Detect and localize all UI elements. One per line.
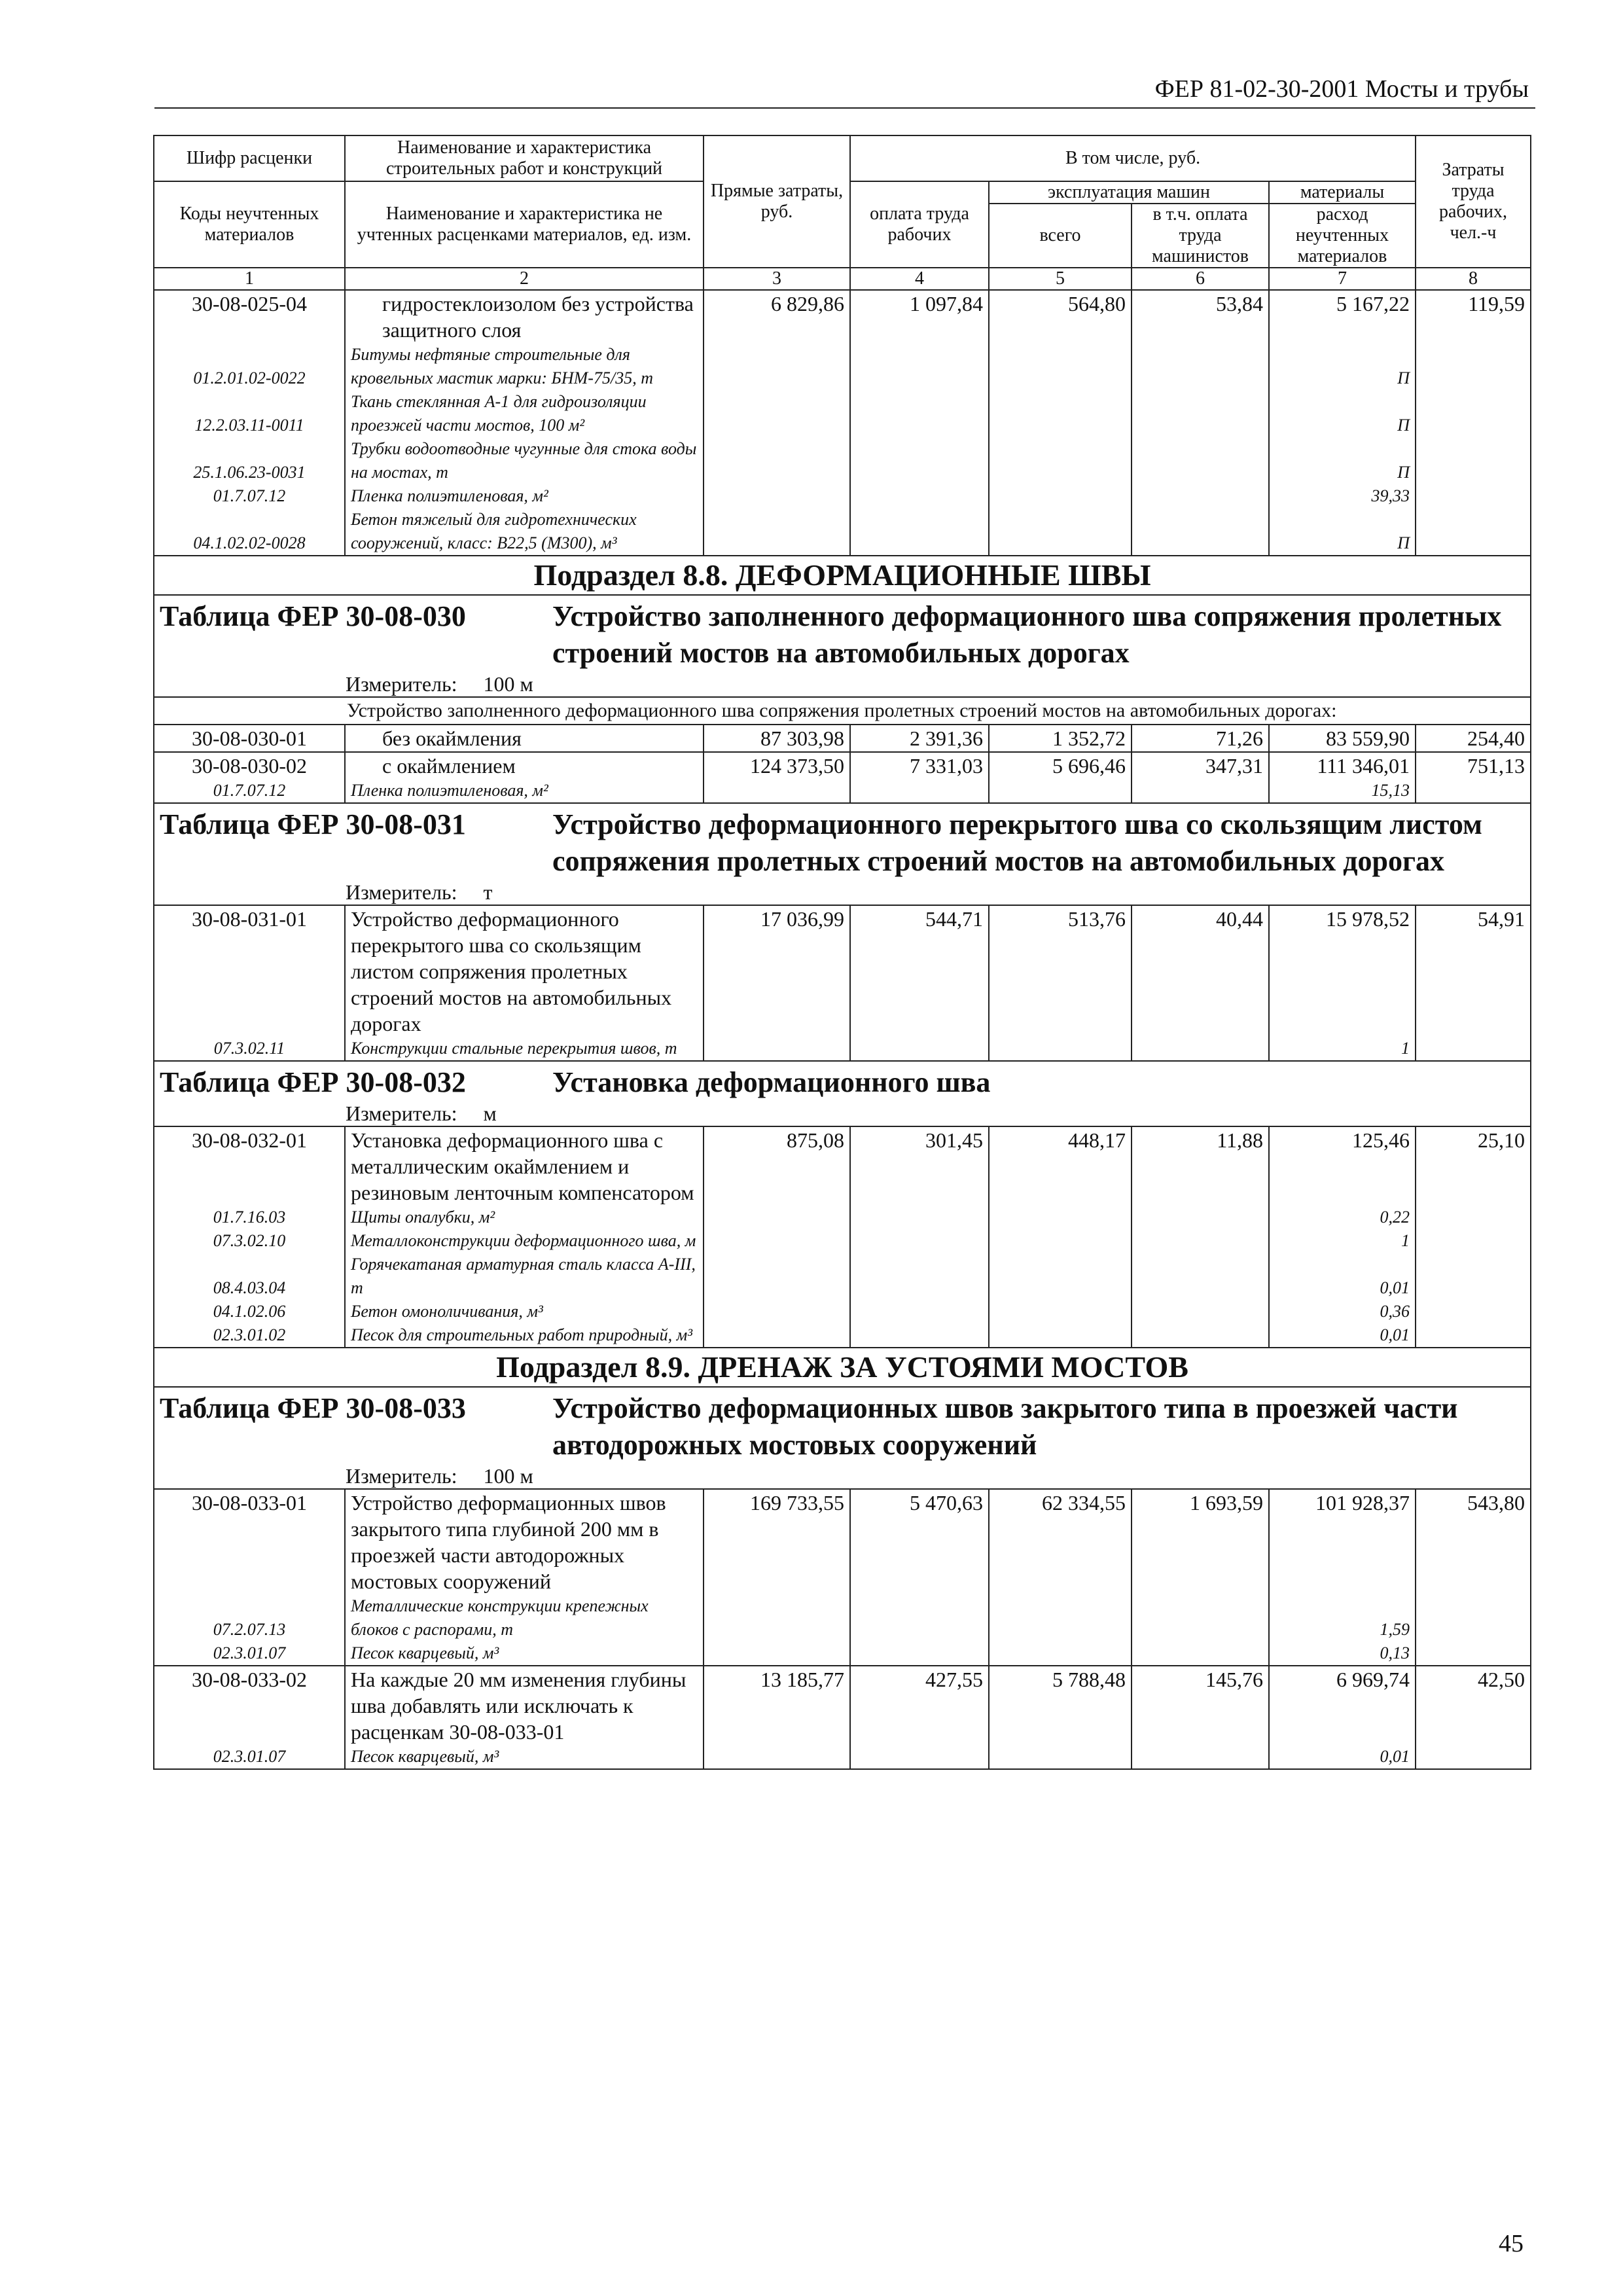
rate-code xyxy=(154,905,345,1061)
rate-name-text: Устройство деформационных швов закрытого типа глубиной 200 мм в проезжей части автодорожных мостовых сооружений xyxy=(351,1491,666,1593)
material-name: Конструкции стальные перекрытия швов, т xyxy=(351,1039,677,1058)
material-code: 01.7.16.03 xyxy=(213,1208,286,1227)
measure-label: Измеритель: xyxy=(346,672,457,696)
table-title-cell xyxy=(154,803,1531,880)
material-code: 25.1.06.23-0031 xyxy=(193,463,306,482)
labor-costs-header: Затраты труда рабочих, чел.-ч xyxy=(1416,135,1531,268)
labor-pay-value-cell xyxy=(850,1666,989,1769)
machinists-pay-value-cell xyxy=(1132,725,1269,752)
labor-costs-value: 25,10 xyxy=(1478,1128,1525,1152)
direct-costs-value: 87 303,98 xyxy=(760,726,844,750)
material-quantity: 0,13 xyxy=(1380,1643,1410,1662)
material-code: 02.3.01.07 xyxy=(213,1643,286,1662)
running-header xyxy=(154,71,1535,109)
machines-total-value-cell xyxy=(989,752,1132,803)
material-code: 12.2.03.11-0011 xyxy=(194,416,304,435)
measure-label: Измеритель: xyxy=(346,1102,457,1125)
column-number: 5 xyxy=(989,268,1132,290)
machinists-pay-header: в т.ч. оплата труда машинистов xyxy=(1132,204,1269,268)
table-30-08-031 xyxy=(154,803,1531,1061)
direct-costs-value-cell xyxy=(704,905,850,1061)
column-number: 2 xyxy=(345,268,704,290)
table-title: Устройство деформационного перекрытого шва со скользящим листом сопряжения пролетных строений мостов на автомобильных дорогах xyxy=(552,808,1482,877)
machinists-pay-value-cell xyxy=(1132,752,1269,803)
material-quantity: П xyxy=(1397,463,1410,482)
direct-costs-value: 6 829,86 xyxy=(771,292,844,315)
machines-total-value-cell xyxy=(989,290,1132,556)
carryover-section xyxy=(154,290,1531,556)
direct-costs-value: 17 036,99 xyxy=(760,907,844,931)
name-column-header: Наименование и характеристика строительных работ и конструкций xyxy=(345,135,704,181)
measure-unit: т xyxy=(483,880,493,904)
machinists-pay-value: 145,76 xyxy=(1205,1668,1263,1691)
material-code: 01.7.07.12 xyxy=(213,486,286,505)
table-title-row xyxy=(154,1387,1531,1463)
table-title-row xyxy=(154,803,1531,880)
page-number: 45 xyxy=(1499,2230,1524,2257)
direct-costs-value-cell xyxy=(704,1126,850,1348)
machinists-pay-value: 53,84 xyxy=(1216,292,1263,315)
table-title-cell xyxy=(154,1061,1531,1101)
measure-cell xyxy=(154,672,1531,697)
materials-value: 15 978,52 xyxy=(1326,907,1410,931)
table-title-row xyxy=(154,595,1531,672)
machinists-pay-value: 11,88 xyxy=(1217,1128,1263,1152)
measure-unit: 100 м xyxy=(483,672,533,696)
column-number: 3 xyxy=(704,268,850,290)
direct-costs-header: Прямые затраты, руб. xyxy=(704,135,850,268)
rate-name xyxy=(345,290,704,556)
labor-pay-header: оплата труда рабочих xyxy=(850,181,989,268)
measure-label: Измеритель: xyxy=(346,880,457,904)
machines-total-value-cell xyxy=(989,905,1132,1061)
labor-pay-value-cell xyxy=(850,1126,989,1348)
subsection-8-8 xyxy=(154,556,1531,595)
rate-name xyxy=(345,1489,704,1666)
materials-consumption-header: расход неучтенных материалов xyxy=(1269,204,1416,268)
document-title: ФЕР 81-02-30-2001 Мосты и трубы xyxy=(1154,75,1529,103)
subsection-8-9 xyxy=(154,1348,1531,1387)
material-code: 02.3.01.07 xyxy=(213,1747,286,1766)
unaccounted-codes-header: Коды неучтенных материалов xyxy=(154,181,345,268)
material-quantity: 0,22 xyxy=(1380,1208,1410,1227)
table-30-08-033 xyxy=(154,1387,1531,1769)
machinists-pay-value-cell xyxy=(1132,1666,1269,1769)
material-code: 04.1.02.02-0028 xyxy=(193,533,306,552)
rate-name-text: без окаймления xyxy=(382,726,522,750)
table-title-cell xyxy=(154,595,1531,672)
table-30-08-032 xyxy=(154,1061,1531,1348)
material-quantity: 39,33 xyxy=(1371,486,1410,505)
direct-costs-value-cell xyxy=(704,752,850,803)
material-name: Металлические конструкции крепежных блоков с распорами, т xyxy=(351,1596,649,1639)
rate-code xyxy=(154,725,345,752)
labor-pay-value: 2 391,36 xyxy=(910,726,983,750)
direct-costs-value: 169 733,55 xyxy=(750,1491,844,1515)
column-number: 6 xyxy=(1132,268,1269,290)
material-code: 07.3.02.10 xyxy=(213,1231,286,1250)
machines-total-value-cell xyxy=(989,1666,1132,1769)
rate-name-text: Устройство деформационного перекрытого шва со скользящим листом сопряжения пролетных строений мостов на автомобильных дорогах xyxy=(351,907,672,1035)
column-number: 8 xyxy=(1416,268,1531,290)
measure-cell xyxy=(154,1463,1531,1489)
material-name: Битумы нефтяные строительные для кровельных мастик марки: БНМ-75/35, т xyxy=(351,345,653,387)
material-quantity: 0,36 xyxy=(1380,1302,1410,1321)
table-code: Таблица ФЕР 30-08-031 xyxy=(160,808,466,840)
material-quantity: 1 xyxy=(1401,1231,1410,1250)
measure-unit: м xyxy=(483,1102,497,1125)
materials-value-cell xyxy=(1269,290,1416,556)
rate-code xyxy=(154,1489,345,1666)
intro-text: Устройство заполненного деформационного шва сопряжения пролетных строений мостов на автомобильных дорогах: xyxy=(154,697,1531,725)
material-quantity: П xyxy=(1397,416,1410,435)
rate-code xyxy=(154,1126,345,1348)
materials-value-cell xyxy=(1269,905,1416,1061)
labor-pay-value-cell xyxy=(850,725,989,752)
material-code: 02.3.01.02 xyxy=(213,1325,286,1344)
material-quantity: П xyxy=(1397,533,1410,552)
rate-code-text: 30-08-033-02 xyxy=(192,1668,307,1691)
machines-header: эксплуатация машин xyxy=(989,181,1269,204)
labor-pay-value-cell xyxy=(850,1489,989,1666)
material-name: Пленка полиэтиленовая, м² xyxy=(351,486,548,505)
table-code: Таблица ФЕР 30-08-032 xyxy=(160,1066,466,1098)
column-numbers-row xyxy=(154,268,1531,290)
material-name: Песок кварцевый, м³ xyxy=(351,1747,499,1766)
machines-total-value: 448,17 xyxy=(1068,1128,1126,1152)
machinists-pay-value: 1 693,59 xyxy=(1190,1491,1263,1515)
rate-name xyxy=(345,1126,704,1348)
labor-pay-value: 544,71 xyxy=(925,907,983,931)
labor-costs-value-cell xyxy=(1416,905,1531,1061)
table-title-row xyxy=(154,1061,1531,1101)
rate-name-text: гидростеклоизолом без устройства защитного слоя xyxy=(382,292,694,342)
material-quantity: 1,59 xyxy=(1380,1620,1410,1639)
direct-costs-value: 124 373,50 xyxy=(750,754,844,778)
table-title: Установка деформационного шва xyxy=(552,1066,991,1098)
materials-value: 101 928,37 xyxy=(1315,1491,1410,1515)
machines-total-value-cell xyxy=(989,1126,1132,1348)
measure-row xyxy=(154,672,1531,697)
rate-row xyxy=(154,905,1531,1061)
labor-pay-value-cell xyxy=(850,752,989,803)
material-name: Бетон тяжелый для гидротехнических сооружений, класс: В22,5 (М300), м³ xyxy=(351,510,637,552)
rate-code-text: 30-08-032-01 xyxy=(192,1128,307,1152)
machines-total-value: 1 352,72 xyxy=(1052,726,1126,750)
material-name: Бетон омоноличивания, м³ xyxy=(351,1302,543,1321)
material-quantity: 1 xyxy=(1401,1039,1410,1058)
machinists-pay-value-cell xyxy=(1132,905,1269,1061)
measure-row xyxy=(154,1101,1531,1126)
rate-code xyxy=(154,290,345,556)
machinists-pay-value-cell xyxy=(1132,290,1269,556)
subsection-heading: Подраздел 8.9. ДРЕНАЖ ЗА УСТОЯМИ МОСТОВ xyxy=(154,1348,1531,1387)
machines-total-value: 564,80 xyxy=(1068,292,1126,315)
direct-costs-value-cell xyxy=(704,1489,850,1666)
material-name: Пленка полиэтиленовая, м² xyxy=(351,781,548,800)
material-name: Песок кварцевый, м³ xyxy=(351,1643,499,1662)
material-quantity: 0,01 xyxy=(1380,1325,1410,1344)
measure-unit: 100 м xyxy=(483,1464,533,1488)
rate-code xyxy=(154,1666,345,1769)
rate-name xyxy=(345,905,704,1061)
direct-costs-value-cell xyxy=(704,725,850,752)
rate-name-text: Установка деформационного шва с металлическим окаймлением и резиновым ленточным компенсатором xyxy=(351,1128,694,1204)
materials-value: 6 969,74 xyxy=(1336,1668,1410,1691)
measure-cell xyxy=(154,880,1531,905)
material-name: Горячекатаная арматурная сталь класса А-III, т xyxy=(351,1255,696,1297)
measure-row xyxy=(154,1463,1531,1489)
rates-table xyxy=(153,135,1531,1770)
table-title: Устройство заполненного деформационного шва сопряжения пролетных строений мостов на автомобильных дорогах xyxy=(552,600,1502,669)
material-name: Ткань стеклянная А-1 для гидроизоляции проезжей части мостов, 100 м² xyxy=(351,392,647,435)
machines-total-value: 5 788,48 xyxy=(1052,1668,1126,1691)
header-row-1 xyxy=(154,135,1531,181)
rate-row xyxy=(154,752,1531,803)
table-title-cell xyxy=(154,1387,1531,1463)
direct-costs-value-cell xyxy=(704,290,850,556)
labor-pay-value-cell xyxy=(850,290,989,556)
machinists-pay-value-cell xyxy=(1132,1126,1269,1348)
labor-pay-value: 427,55 xyxy=(925,1668,983,1691)
unaccounted-names-header: Наименование и характеристика не учтенных расценками материалов, ед. изм. xyxy=(345,181,704,268)
code-column-header: Шифр расценки xyxy=(154,135,345,181)
machines-total-value-cell xyxy=(989,725,1132,752)
material-name: Металлоконструкции деформационного шва, м xyxy=(351,1231,696,1250)
labor-pay-value: 7 331,03 xyxy=(910,754,983,778)
rate-name xyxy=(345,725,704,752)
machinists-pay-value: 71,26 xyxy=(1216,726,1263,750)
materials-value: 125,46 xyxy=(1352,1128,1410,1152)
material-quantity: 15,13 xyxy=(1371,781,1410,800)
rate-row xyxy=(154,1666,1531,1769)
direct-costs-value: 13 185,77 xyxy=(760,1668,844,1691)
direct-costs-value-cell xyxy=(704,1666,850,1769)
labor-pay-value: 1 097,84 xyxy=(910,292,983,315)
materials-value: 83 559,90 xyxy=(1326,726,1410,750)
rate-row xyxy=(154,1489,1531,1666)
rate-code xyxy=(154,752,345,803)
rate-name xyxy=(345,752,704,803)
rate-code-text: 30-08-030-02 xyxy=(192,754,307,778)
material-code: 07.3.02.11 xyxy=(213,1039,285,1058)
intro-row xyxy=(154,697,1531,725)
machines-total-value: 62 334,55 xyxy=(1042,1491,1126,1515)
materials-value-cell xyxy=(1269,1489,1416,1666)
material-quantity: П xyxy=(1397,368,1410,387)
materials-value-cell xyxy=(1269,1666,1416,1769)
column-number: 4 xyxy=(850,268,989,290)
labor-costs-value: 751,13 xyxy=(1467,754,1525,778)
materials-value-cell xyxy=(1269,1126,1416,1348)
material-code: 08.4.03.04 xyxy=(213,1278,286,1297)
labor-costs-value-cell xyxy=(1416,290,1531,556)
material-name: Щиты опалубки, м² xyxy=(351,1208,495,1227)
material-name: Песок для строительных работ природный, м³ xyxy=(351,1325,693,1344)
table-code: Таблица ФЕР 30-08-030 xyxy=(160,600,466,632)
labor-costs-value-cell xyxy=(1416,752,1531,803)
material-code: 04.1.02.06 xyxy=(213,1302,286,1321)
material-quantity: 0,01 xyxy=(1380,1747,1410,1766)
materials-value-cell xyxy=(1269,725,1416,752)
labor-costs-value-cell xyxy=(1416,1666,1531,1769)
machines-total-value-cell xyxy=(989,1489,1132,1666)
labor-costs-value: 42,50 xyxy=(1478,1668,1525,1691)
labor-pay-value-cell xyxy=(850,905,989,1061)
including-header: В том числе, руб. xyxy=(850,135,1416,181)
table-title: Устройство деформационных швов закрытого типа в проезжей части автодорожных мостовых сооружений xyxy=(552,1392,1458,1461)
materials-header: материалы xyxy=(1269,181,1416,204)
table-code: Таблица ФЕР 30-08-033 xyxy=(160,1392,466,1424)
labor-costs-value: 543,80 xyxy=(1467,1491,1525,1515)
machinists-pay-value: 40,44 xyxy=(1216,907,1263,931)
measure-label: Измеритель: xyxy=(346,1464,457,1488)
labor-pay-value: 5 470,63 xyxy=(910,1491,983,1515)
measure-cell xyxy=(154,1101,1531,1126)
rate-name-text: На каждые 20 мм изменения глубины шва добавлять или исключать к расценкам 30-08-033-01 xyxy=(351,1668,687,1744)
machinists-pay-value: 347,31 xyxy=(1205,754,1263,778)
material-code: 01.7.07.12 xyxy=(213,781,286,800)
rate-row xyxy=(154,725,1531,752)
labor-costs-value-cell xyxy=(1416,1489,1531,1666)
rate-name xyxy=(345,1666,704,1769)
column-number: 1 xyxy=(154,268,345,290)
materials-value: 111 346,01 xyxy=(1317,754,1410,778)
rate-row xyxy=(154,290,1531,556)
table-30-08-030 xyxy=(154,595,1531,803)
rate-code-text: 30-08-031-01 xyxy=(192,907,307,931)
labor-pay-value: 301,45 xyxy=(925,1128,983,1152)
labor-costs-value: 54,91 xyxy=(1478,907,1525,931)
labor-costs-value-cell xyxy=(1416,1126,1531,1348)
labor-costs-value: 119,59 xyxy=(1468,292,1525,315)
material-quantity: 0,01 xyxy=(1380,1278,1410,1297)
rate-code-text: 30-08-033-01 xyxy=(192,1491,307,1515)
machines-total-header: всего xyxy=(989,204,1132,268)
material-code: 07.2.07.13 xyxy=(213,1620,286,1639)
machines-total-value: 513,76 xyxy=(1068,907,1126,931)
column-number: 7 xyxy=(1269,268,1416,290)
materials-value: 5 167,22 xyxy=(1336,292,1410,315)
labor-costs-value-cell xyxy=(1416,725,1531,752)
labor-costs-value: 254,40 xyxy=(1467,726,1525,750)
material-code: 01.2.01.02-0022 xyxy=(193,368,306,387)
material-name: Трубки водоотводные чугунные для стока воды на мостах, т xyxy=(351,439,697,482)
rate-code-text: 30-08-025-04 xyxy=(192,292,307,315)
rate-row xyxy=(154,1126,1531,1348)
rate-name-text: с окаймлением xyxy=(382,754,516,778)
materials-value-cell xyxy=(1269,752,1416,803)
subsection-heading: Подраздел 8.8. ДЕФОРМАЦИОННЫЕ ШВЫ xyxy=(154,556,1531,595)
rate-code-text: 30-08-030-01 xyxy=(192,726,307,750)
measure-row xyxy=(154,880,1531,905)
direct-costs-value: 875,08 xyxy=(787,1128,844,1152)
machinists-pay-value-cell xyxy=(1132,1489,1269,1666)
machines-total-value: 5 696,46 xyxy=(1052,754,1126,778)
